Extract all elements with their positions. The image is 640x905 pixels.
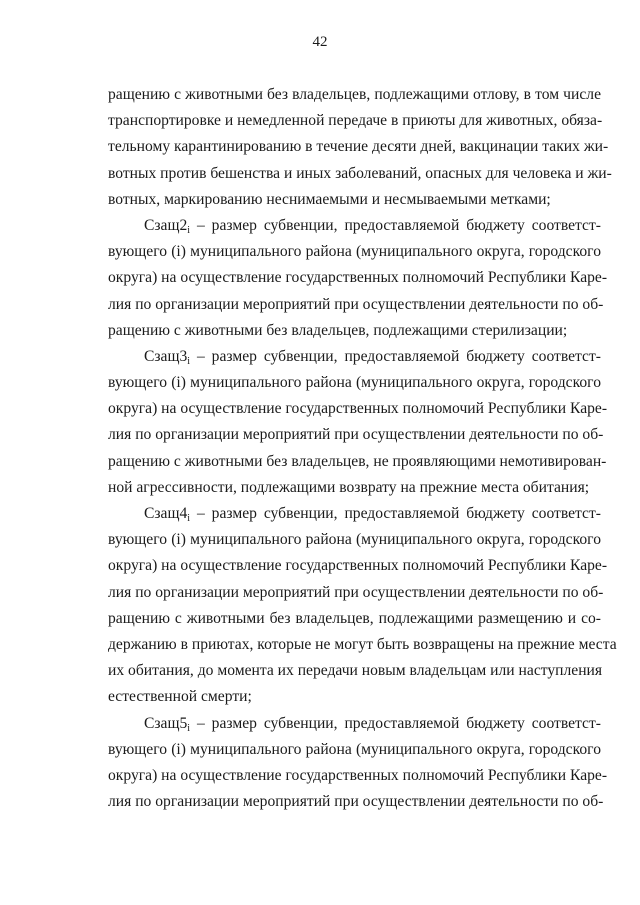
text-line: лия по организации мероприятий при осуществлении деятельности по об- [108, 426, 604, 444]
text-line: вующего (i) муниципального района (муниципального округа, городского [108, 243, 601, 261]
text-fragment: – размер субвенции, предоставляемой бюджету соответст- [190, 216, 601, 234]
text-line [108, 213, 601, 239]
paragraph [108, 82, 612, 213]
text-line [108, 711, 601, 737]
text-line: естественной смерти; [108, 688, 252, 706]
text-line: округа) на осуществление государственных полномочий Республики Каре- [108, 766, 608, 784]
paragraph [108, 344, 608, 501]
text-line: держанию в приютах, которые не могут быть возвращены на прежние места [108, 635, 617, 653]
paragraph [108, 711, 608, 816]
paragraph [108, 213, 608, 344]
formula-subscript: i [187, 224, 191, 236]
formula-term: Сзащ5 [144, 714, 188, 732]
formula-term: Сзащ3 [144, 347, 188, 365]
text-line: лия по организации мероприятий при осуществлении деятельности по об- [108, 295, 604, 313]
formula-subscript: i [187, 513, 191, 524]
text-line: ращению с животными без владельцев, подлежащими размещению и со- [108, 609, 601, 627]
text-line: транспортировке и немедленной передаче в приюты для животных, обяза- [108, 112, 603, 130]
formula-term: Сзащ2 [144, 216, 188, 234]
formula-subscript: i [187, 355, 191, 367]
text-fragment: – размер субвенции, предоставляемой бюджету соответст- [190, 505, 601, 522]
text-line [108, 501, 601, 527]
text-line: ращению с животными без владельцев, подлежащими стерилизации; [108, 321, 568, 339]
text-line: округа) на осуществление государственных полномочий Республики Каре- [108, 557, 608, 575]
text-fragment: – размер субвенции, предоставляемой бюджету соответст- [190, 714, 601, 732]
formula-term: Сзащ4 [144, 505, 188, 522]
text-line: тельному карантинированию в течение десяти дней, вакцинации таких жи- [108, 138, 609, 156]
formula-subscript: i [187, 722, 191, 734]
text-line: вотных против бешенства и иных заболеваний, опасных для человека и жи- [108, 164, 612, 182]
paragraph [108, 501, 617, 711]
text-line: ращению с животными без владельцев, не проявляющими немотивирован- [108, 452, 607, 470]
text-line: лия по организации мероприятий при осуществлении деятельности по об- [108, 583, 604, 601]
text-line: лия по организации мероприятий при осуществлении деятельности по об- [108, 793, 604, 811]
text-line: вующего (i) муниципального района (муниципального округа, городского [108, 531, 601, 549]
text-line [108, 344, 601, 370]
text-line: вующего (i) муниципального района (муниципального округа, городского [108, 374, 601, 392]
text-line: ной агрессивности, подлежащими возврату на прежние места обитания; [108, 478, 590, 496]
text-line: их обитания, до момента их передачи новым владельцам или наступления [108, 662, 603, 680]
text-fragment: – размер субвенции, предоставляемой бюджету соответст- [190, 347, 601, 365]
page-number: 42 [312, 34, 328, 50]
document-body [108, 82, 617, 815]
text-line: вующего (i) муниципального района (муниципального округа, городского [108, 740, 601, 758]
text-line: вотных, маркированию неснимаемыми и несмываемыми метками; [108, 190, 551, 208]
text-line: округа) на осуществление государственных полномочий Республики Каре- [108, 269, 608, 287]
text-line: округа) на осуществление государственных полномочий Республики Каре- [108, 400, 608, 418]
text-line: ращению с животными без владельцев, подлежащими отлову, в том числе [108, 86, 601, 103]
